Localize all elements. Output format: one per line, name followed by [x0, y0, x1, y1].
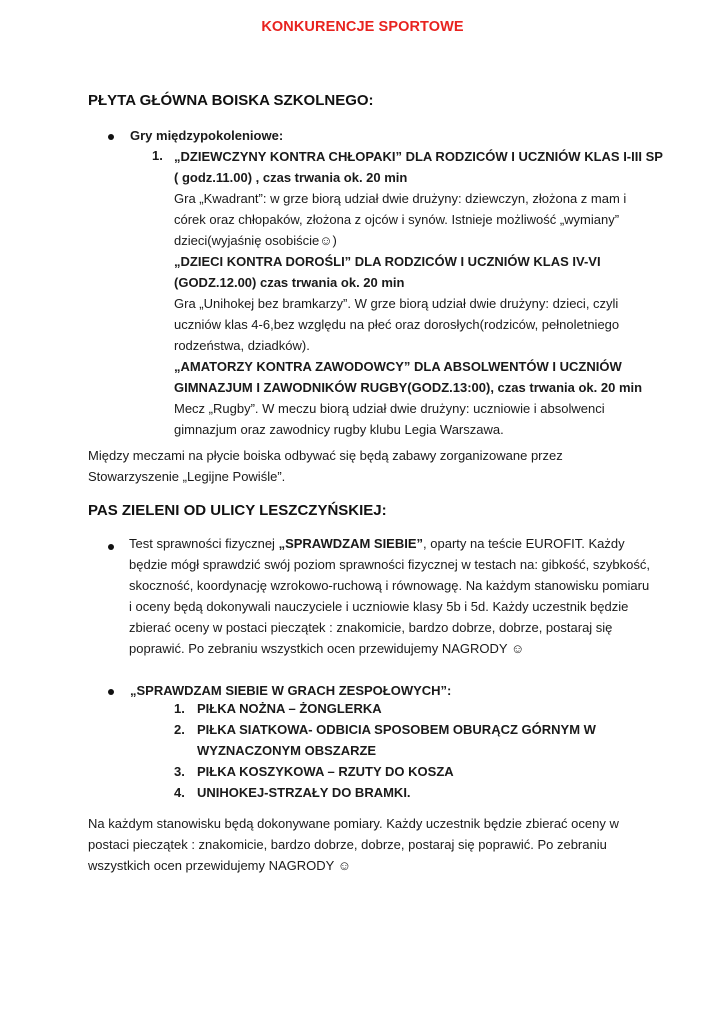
document-title: KONKURENCJE SPORTOWE	[261, 19, 464, 35]
game-1-description: Gra „Kwadrant”: w grze biorą udział dwie drużyny: dziewczyn, złożona z mam i córek oraz chłopaków, złożona z ojców i synów. Istnieje możliwość „wymiany” dzieci(wyjaśnię osobiście☺)	[174, 191, 627, 248]
game-3-description: Mecz „Rugby”. W meczu biorą udział dwie drużyny: uczniowie i absolwenci gimnazjum oraz zawodnicy rugby klubu Legia Warszawa.	[174, 401, 605, 437]
bullet-label: Gry międzypokoleniowe:	[130, 128, 284, 143]
fitness-test-description: , oparty na teście EUROFIT. Każdy będzie mógł sprawdzić swój poziom sprawności fizycznej w testach na: gibkość, szybkość, skoczność, koordynację wzrokowo-ruchową i równowagę. Na każdym stanowisku pomiaru i oceny będą dokonywali nauczyciele i uczniowie klasy 5b i 5d. Każdy uczestnik będzie zbierać oceny w postaci pieczątek : znakomicie, bardzo dobrze, dobrze, postaraj się poprawić. Po zebraniu wszystkich ocen przewidujemy NAGRODY ☺	[129, 536, 650, 656]
section-heading-main-field: PŁYTA GŁÓWNA BOISKA SZKOLNEGO:	[88, 92, 374, 109]
fitness-test-name: „SPRAWDZAM SIEBIE”	[278, 536, 424, 551]
fitness-test-prefix: Test sprawności fizycznej	[129, 536, 279, 551]
fitness-test-paragraph	[129, 533, 654, 659]
game-1-title-line2: ( godz.11.00) , czas trwania ok. 20 min	[174, 170, 408, 185]
document-page: KONKURENCJE SPORTOWE PŁYTA GŁÓWNA BOISKA SZKOLNEGO: Gry międzypokoleniowe: 1. „DZIEWCZYNY KONTRA CHŁOPAKI” DLA RODZICÓW I UCZNIÓW KLAS I-III SP ( godz.11.00) , czas trwania ok. 20 min Gra „Kwadrant”: w grze biorą udział dwie drużyny: dziewczyn, złożona z mam i córek oraz chłopaków, złożona z ojców i synów. Istnieje możliwość „wymiany” dzieci(wyjaśnię osobiście☺) „DZIECI KONTRA DOROŚLI” DLA RODZICÓW I UCZNIÓW KLAS IV-VI (GODZ.12.00) czas trwania ok. 20 min Gra „Unihokej bez bramkarzy”. W grze biorą udział dwie drużyny: dzieci, czyli uczniów klas 4-6,bez względu na płeć oraz dorosłych(rodziców, pełnoletniego rodzeństwa, dziadków). „AMATORZY KONTRA ZAWODOWCY” DLA ABSOLWENTÓW I UCZNIÓW GIMNAZJUM I ZAWODNIKÓW RUGBY(GODZ.13:00), czas trwania ok. 20 min Mecz „Rugby”. W meczu biorą udział dwie drużyny: uczniowie i absolwenci gimnazjum oraz zawodnicy rugby klubu Legia Warszawa. Między meczami na płycie boiska odbywać się będą zabawy zorganizowane przez Stowarzyszenie „Legijne Powiśle”. PAS ZIELENI OD ULICY LESZCZYŃSKIEJ: Test sprawności fizycznej „SPRAWDZAM SIEBIE”, oparty na teście EUROFIT. Każdy będzie mógł sprawdzić swój poziom sprawności fizycznej w testach na: gibkość, szybkość, skoczność, koordynację wzrokowo-ruchową i równowagę. Na każdym stanowisku pomiaru i oceny będą dokonywali nauczyciele i uczniowie klasy 5b i 5d. Każdy uczestnik będzie zbierać oceny w postaci pieczątek : znakomicie, bardzo dobrze, dobrze, postaraj się poprawić. Po zebraniu wszystkich ocen przewidujemy NAGRODY ☺ „SPRAWDZAM SIEBIE W GRACH ZESPOŁOWYCH”: 1. PIŁKA NOŻNA – ŻONGLERKA 2. PIŁKA SIATKOWA- ODBICIA SPOSOBEM OBURĄCZ GÓRNYM W WYZNACZONYM OBSZARZE 3. PIŁKA KOSZYKOWA – RZUTY DO KOSZA 4. UNIHOKEJ-STRZAŁY DO BRAMKI. Na każdym stanowisku będą dokonywane pomiary. Każdy uczestnik będzie zbierać oceny w postaci pieczątek : znakomicie, bardzo dobrze, dobrze, postaraj się poprawić. Po zebraniu wszystkich ocen przewidujemy NAGRODY ☺	[0, 0, 725, 1024]
section1-closing-paragraph: Między meczami na płycie boiska odbywać się będą zabawy zorganizowane przez Stowarzyszenie „Legijne Powiśle”.	[88, 448, 563, 484]
bullet-label: „SPRAWDZAM SIEBIE W GRACH ZESPOŁOWYCH”:	[130, 683, 452, 698]
game-1-title-line1: „DZIEWCZYNY KONTRA CHŁOPAKI” DLA RODZICÓW I UCZNIÓW KLAS I-III SP	[174, 149, 663, 164]
game-1	[174, 146, 663, 440]
bullet-icon	[108, 134, 114, 140]
item-number: 1.	[152, 148, 163, 163]
bullet-icon	[108, 689, 114, 695]
game-3-title: „AMATORZY KONTRA ZAWODOWCY” DLA ABSOLWENTÓW I UCZNIÓW GIMNAZJUM I ZAWODNIKÓW RUGBY(GODZ.13:00), czas trwania ok. 20 min	[174, 359, 643, 395]
game-2-title: „DZIECI KONTRA DOROŚLI” DLA RODZICÓW I UCZNIÓW KLAS IV-VI (GODZ.12.00) czas trwania ok. 20 min	[174, 254, 601, 290]
game-2-description: Gra „Unihokej bez bramkarzy”. W grze biorą udział dwie drużyny: dzieci, czyli uczniów klas 4-6,bez względu na płeć oraz dorosłych(rodziców, pełnoletniego rodzeństwa, dziadków).	[174, 296, 620, 353]
section2-closing-paragraph: Na każdym stanowisku będą dokonywane pomiary. Każdy uczestnik będzie zbierać oceny w postaci pieczątek : znakomicie, bardzo dobrze, dobrze, postaraj się poprawić. Po zebraniu wszystkich ocen przewidujemy NAGRODY ☺	[88, 816, 619, 873]
bullet-icon	[108, 544, 114, 550]
section-heading-green-belt: PAS ZIELENI OD ULICY LESZCZYŃSKIEJ:	[88, 502, 387, 519]
